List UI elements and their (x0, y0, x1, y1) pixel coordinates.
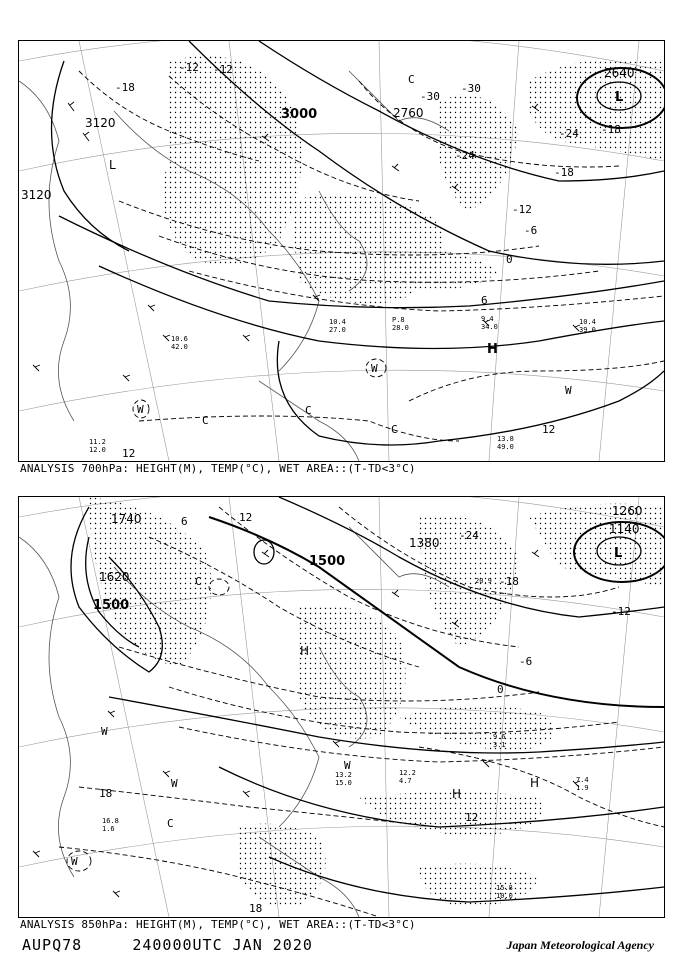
center-mark: L (109, 158, 116, 172)
panel-700hpa-caption: ANALYSIS 700hPa: HEIGHT(M), TEMP(°C), WET AREA::(T-TD<3°C) (20, 462, 416, 475)
height-label: 3120 (21, 188, 52, 202)
station-value: 9.4 (481, 315, 494, 323)
isotherm-label: 12 (122, 447, 136, 460)
center-mark: W (101, 725, 108, 738)
height-label: 2760 (393, 106, 424, 120)
isotherm-label: 18 (249, 902, 263, 915)
height-label: 1260 (612, 504, 643, 518)
station-value: 11.2 (89, 438, 106, 446)
station-value: 27.0 (329, 326, 346, 334)
isotherm-label: 0 (497, 683, 504, 696)
isotherm-label: -18 (601, 123, 621, 136)
station-value: 4.7 (399, 777, 412, 785)
height-label: 2640 (604, 66, 635, 80)
isotherm-label: -6 (524, 224, 538, 237)
isotherm-label: -30 (420, 90, 440, 103)
height-label: 1380 (409, 536, 440, 550)
center-mark: W (71, 855, 78, 868)
panel-850hpa-caption: ANALYSIS 850hPa: HEIGHT(M), TEMP(°C), WET AREA::(T-TD<3°C) (20, 918, 416, 931)
station-value: 42.0 (171, 343, 188, 351)
height-label: 1140 (609, 522, 640, 536)
height-label: 1740 (111, 512, 142, 526)
map-panel-850hpa (18, 496, 665, 918)
wet-areas (89, 497, 664, 908)
map-700hpa-svg (19, 41, 664, 461)
chart-datetime: 240000UTC JAN 2020 (132, 936, 313, 954)
station-plots (89, 315, 596, 454)
center-mark: C (391, 423, 398, 436)
isotherm-label: -24 (559, 127, 579, 140)
center-mark: C (167, 817, 174, 830)
station-value: 34.0 (481, 323, 498, 331)
center-mark: W (137, 403, 144, 416)
station-value: 7.4 (576, 776, 589, 784)
station-value: 3.1 (493, 741, 506, 749)
station-value: 1.6 (102, 825, 115, 833)
station-value: 12.2 (399, 769, 416, 777)
isotherm-label: -18 (499, 575, 519, 588)
height-label: 3000 (281, 107, 318, 122)
isotherm-label: 12 (239, 511, 253, 524)
center-mark: H (487, 342, 498, 357)
station-value: 1.9 (576, 784, 589, 792)
map-panel-700hpa (18, 40, 665, 462)
isotherm-label: -18 (554, 166, 574, 179)
chart-code: AUPQ78 (22, 936, 83, 954)
isotherm-label: -24 (455, 149, 475, 162)
isotherm-label: 18 (99, 787, 113, 800)
station-value: 13.2 (335, 771, 352, 779)
station-value: 10.4 (579, 318, 596, 326)
center-mark: C (202, 414, 209, 427)
center-mark: W (565, 384, 572, 397)
isotherm-label: 12 (542, 423, 556, 436)
center-mark: C (195, 575, 202, 588)
center-mark: L (615, 90, 624, 105)
height-label: 1620 (99, 570, 130, 584)
center-mark: H (530, 776, 540, 790)
isotherm-label: 0 (506, 253, 513, 266)
isotherm-label: -12 (512, 203, 532, 216)
station-value: 10.0 (496, 892, 513, 900)
station-value: 39.0 (579, 326, 596, 334)
station-value: 28.0 (392, 324, 409, 332)
chart-id (22, 936, 313, 954)
station-value: 16.8 (102, 817, 119, 825)
height-label: 1500 (93, 598, 130, 613)
isotherm-label: -12 (179, 61, 199, 74)
isotherm-label: -6 (519, 655, 533, 668)
center-mark: H (452, 787, 462, 801)
center-mark: W (171, 777, 178, 790)
station-value: 20.9 (475, 577, 492, 585)
isotherm-label: 12 (465, 811, 479, 824)
station-value: 10.6 (171, 335, 188, 343)
isotherm-label: -18 (115, 81, 135, 94)
station-value: P.8 (392, 316, 405, 324)
agency-credit: Japan Meteorological Agency (506, 938, 654, 952)
station-value: 9.6 (493, 733, 506, 741)
center-mark: C (408, 73, 415, 86)
isotherm-label: -24 (459, 529, 479, 542)
center-mark: C (305, 404, 312, 417)
station-value: 15.8 (496, 884, 513, 892)
isotherm-label: -12 (611, 605, 631, 618)
isotherm-label: 6 (181, 515, 188, 528)
center-mark: H (300, 644, 310, 658)
station-value: 10.4 (329, 318, 346, 326)
station-value: 13.8 (497, 435, 514, 443)
isotherm-label: 6 (481, 294, 488, 307)
center-mark: W (344, 759, 351, 772)
map-850hpa-svg (19, 497, 664, 917)
height-label: 3120 (85, 116, 116, 130)
isotherm-label: -12 (213, 63, 233, 76)
isotherm-label: -30 (461, 82, 481, 95)
station-value: 12.0 (89, 446, 106, 454)
station-value: 15.0 (335, 779, 352, 787)
height-label: 1500 (309, 554, 346, 569)
station-value: 49.0 (497, 443, 514, 451)
center-mark: L (614, 546, 623, 561)
center-mark: W (371, 362, 378, 375)
